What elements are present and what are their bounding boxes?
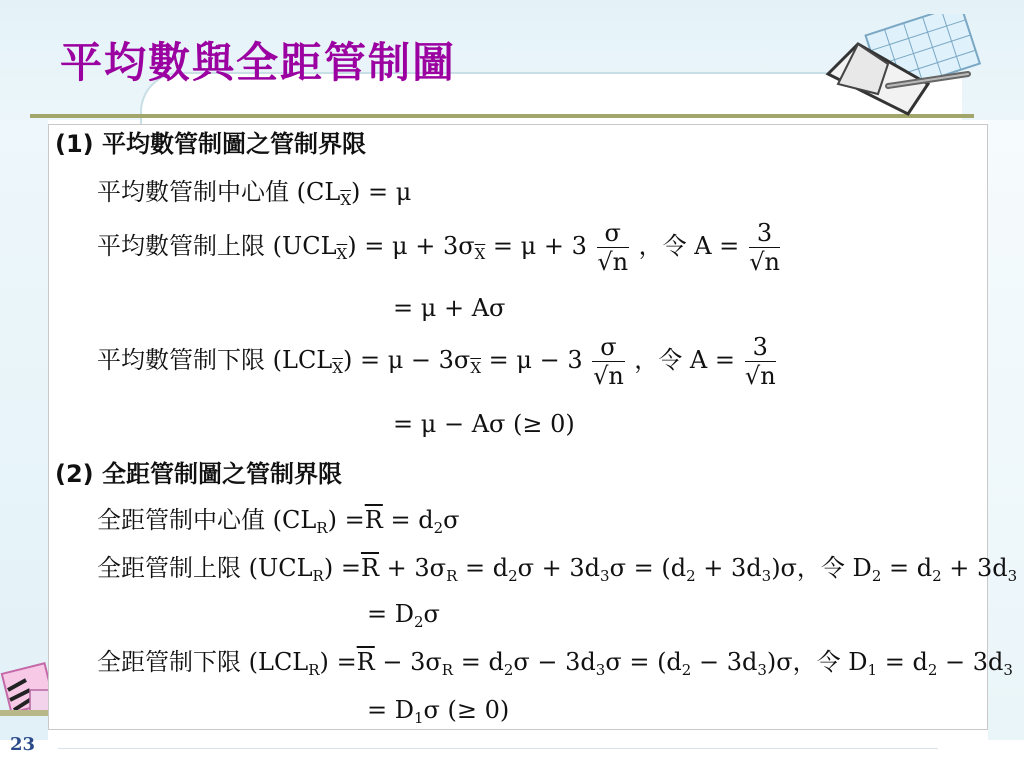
range-ucl-open: (UCL: [248, 554, 313, 582]
xbar-center-line-formula: [97, 177, 411, 207]
range-ucl-cont-b: σ: [423, 600, 440, 628]
range-lcl-sub-part: 3: [757, 661, 767, 679]
range-lcl-sub-part: 1: [867, 661, 878, 679]
range-lcl-sub-part: 3: [595, 661, 606, 679]
range-cl-sub: R: [316, 519, 328, 537]
range-ucl-label: 全距管制上限: [97, 554, 241, 582]
range-lcl-cont-a: = D: [367, 696, 414, 724]
xbar-ucl-expr2: = μ + 3: [492, 232, 587, 260]
xbar-cl-sub: X: [340, 191, 351, 209]
let-a-text: ，令 A =: [634, 346, 735, 374]
xbar-lcl-formula: [97, 333, 778, 390]
range-lcl-open: (LCL: [248, 648, 309, 676]
a-constant-fraction: [745, 333, 776, 390]
range-ucl-sub-part: 2: [686, 567, 696, 585]
r-bar: $\overline{R}$: [356, 648, 375, 676]
range-lcl-part: σ = (d: [605, 648, 682, 676]
xbar-ucl-open: (UCL: [272, 232, 337, 260]
range-ucl-sub: R: [312, 567, 324, 585]
fraction-denominator: √n: [749, 248, 780, 276]
range-cl-label: 全距管制中心值: [97, 506, 265, 534]
range-cl-rest2: σ: [443, 506, 460, 534]
sigma-over-root-n-fraction: [597, 219, 629, 276]
xbar-ucl-expr1: = μ + 3σ: [364, 232, 475, 260]
formula-panel: [48, 124, 1018, 730]
xbar-ucl-formula: [97, 219, 782, 276]
range-lcl-formula: [97, 647, 1013, 677]
range-ucl-sub-part: R: [446, 567, 458, 585]
slide-title: 平均數與全距管制圖: [60, 38, 457, 87]
page-number: 23: [10, 734, 36, 755]
xbar-cl-open: (CL: [296, 178, 341, 206]
range-lcl-part: − 3d: [698, 648, 758, 676]
slide-background-left: [0, 120, 48, 740]
r-bar: $\overline{R}$: [360, 554, 380, 582]
xbar-lcl-continuation: = μ − Aσ (≥ 0): [393, 410, 575, 438]
range-ucl-part: + 3d: [703, 554, 762, 582]
range-lcl-part: = d: [884, 648, 928, 676]
xbar-lcl-sigma-sub: X: [470, 359, 481, 377]
range-lcl-sub-part: 2: [927, 661, 938, 679]
range-ucl-sub-part: 3: [1007, 567, 1018, 585]
fraction-denominator: √n: [593, 362, 624, 390]
r-bar: $\overline{R}$: [364, 506, 383, 534]
xbar-lcl-sub: X: [332, 359, 343, 377]
range-lcl-part: − 3d: [945, 648, 1004, 676]
footer-rule: [58, 748, 938, 749]
xbar-ucl-continuation: = μ + Aσ: [393, 294, 506, 322]
range-ucl-sub-part: 2: [508, 567, 518, 585]
range-ucl-cont-a: = D: [367, 600, 414, 628]
xbar-lcl-expr2: = μ − 3: [488, 346, 583, 374]
range-ucl-close: ): [323, 554, 334, 582]
range-ucl-cont-sub: 2: [413, 613, 424, 631]
range-lcl-part: = d: [460, 648, 504, 676]
range-ucl-part: = d: [889, 554, 933, 582]
range-lcl-continuation: [367, 695, 509, 725]
range-center-line-formula: [97, 505, 460, 535]
range-ucl-eq: =: [340, 554, 361, 582]
range-ucl-sub-part: 3: [600, 567, 610, 585]
range-lcl-sub: R: [308, 661, 320, 679]
range-ucl-sub-part: 2: [932, 567, 942, 585]
range-lcl-part: )σ，令 D: [766, 648, 868, 676]
range-lcl-sub-part: 2: [503, 661, 514, 679]
range-lcl-sub-part: 2: [681, 661, 692, 679]
range-lcl-sub-part: 3: [1003, 661, 1013, 679]
xbar-lcl-expr1: = μ − 3σ: [359, 346, 471, 374]
range-lcl-label: 全距管制下限: [97, 648, 241, 676]
range-ucl-part: )σ，令 D: [771, 554, 872, 582]
xbar-ucl-sub: X: [336, 245, 348, 263]
range-ucl-sub-part: 2: [871, 567, 882, 585]
range-cl-close: ): [327, 506, 337, 534]
range-lcl-sub-part: R: [441, 661, 454, 679]
fraction-denominator: √n: [597, 248, 629, 276]
xbar-lcl-open: (LCL: [272, 346, 333, 374]
range-ucl-part: σ + 3d: [517, 554, 601, 582]
xbar-ucl-label: 平均數管制上限: [97, 232, 265, 260]
fraction-numerator: 3: [745, 333, 776, 362]
section2-heading: (2) 全距管制圖之管制界限: [55, 460, 342, 488]
range-ucl-continuation: [367, 599, 440, 629]
range-lcl-cont-b: σ (≥ 0): [423, 696, 510, 724]
xbar-ucl-close: ): [347, 232, 357, 260]
range-lcl-part: − 3σ: [382, 648, 442, 676]
calendar-pen-icon: [818, 14, 994, 124]
range-ucl-formula: [97, 553, 1017, 583]
xbar-lcl-close: ): [342, 346, 353, 374]
range-cl-eq: =: [344, 506, 365, 534]
range-cl-rest1-sub: 2: [433, 519, 444, 537]
range-ucl-part: + 3d: [949, 554, 1008, 582]
range-lcl-eq: =: [336, 648, 357, 676]
range-cl-open: (CL: [272, 506, 317, 534]
fraction-numerator: σ: [592, 333, 624, 362]
range-ucl-part: = d: [465, 554, 509, 582]
range-ucl-part: + 3σ: [386, 554, 447, 582]
fraction-numerator: σ: [597, 219, 629, 248]
section1-heading: (1) 平均數管制圖之管制界限: [55, 130, 366, 158]
range-ucl-part: σ = (d: [609, 554, 687, 582]
xbar-cl-close: ) = μ: [351, 178, 412, 206]
xbar-lcl-label: 平均數管制下限: [97, 346, 265, 374]
a-constant-fraction: [749, 219, 780, 276]
range-ucl-sub-part: 3: [761, 567, 772, 585]
range-cl-rest1: = d: [390, 506, 434, 534]
let-a-text: ，令 A =: [638, 232, 740, 260]
xbar-cl-label: 平均數管制中心值: [97, 178, 289, 206]
range-lcl-cont-sub: 1: [413, 709, 424, 727]
range-lcl-part: σ − 3d: [513, 648, 596, 676]
fraction-numerator: 3: [749, 219, 780, 248]
sigma-over-root-n-fraction: [592, 333, 624, 390]
fraction-denominator: √n: [744, 362, 776, 390]
range-lcl-close: ): [319, 648, 329, 676]
xbar-ucl-sigma-sub: X: [474, 245, 486, 263]
